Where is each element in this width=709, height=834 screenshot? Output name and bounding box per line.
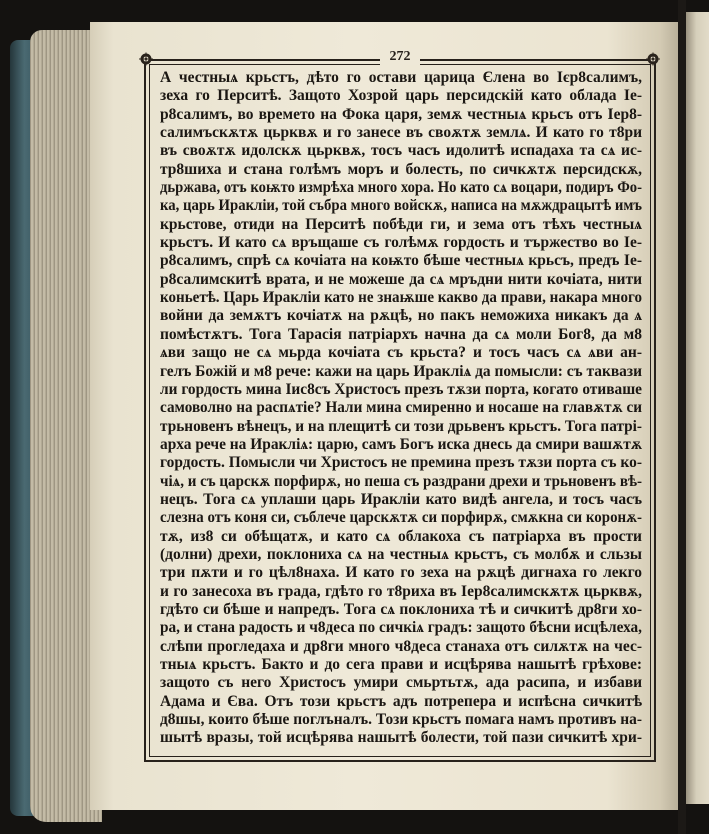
text-line — [160, 528, 642, 546]
text-line-content: р8салимскитѣ врата, и не можеше да сѧ мръдни нити кочіата, нити — [160, 270, 642, 288]
text-line — [160, 179, 642, 197]
text-line — [160, 326, 642, 344]
text-line — [160, 693, 642, 711]
text-line-content: А честныѧ крьстъ, дѣто го остави царица Єлена во Ієр8салимъ, — [160, 69, 642, 86]
corner-ornament-icon — [645, 52, 661, 66]
text-line-content: салимъскѫтѫ цьрквѫ и го занесе въ своѫтѫ землѧ. И като го т8ри — [160, 124, 642, 142]
text-line-content: три пѫти и го цѣл8наха. И като го зеха на рѫцѣ дигнаха го лекго — [160, 564, 642, 582]
text-line — [160, 363, 642, 381]
text-line-content: зеха го Перситѣ. Защото Хозрой царь персидскій като облада Іе- — [160, 87, 642, 105]
text-line — [160, 399, 642, 417]
text-line-content: крьстъ. И като сѧ връщаше съ голѣмѫ гордость и тържество во Іе- — [160, 234, 642, 252]
text-line-content: коньетѣ. Царь Иракліи като не знаѭше какво да прави, накара много — [160, 289, 642, 307]
text-line-content: слезна отъ коня си, съблече царскѫтѫ си порфирѫ, смѫкна си коронѫ- — [160, 509, 642, 527]
text-line-content: ли гордость мина Іис8съ Христосъ презъ тѫзи порта, когато отиваше — [160, 380, 642, 398]
text-line — [160, 418, 642, 436]
text-line — [160, 271, 642, 289]
text-line-content: Адама и Єва. Отъ този крьстъ адъ потрепера и испѣсна сичкитѣ — [160, 692, 642, 710]
page-number: 272 — [380, 49, 420, 65]
text-line-content: трьновенъ вѣнецъ, и на плещитѣ си този дрьвенъ крьстъ. Тога патрі- — [160, 417, 642, 435]
text-line — [160, 454, 642, 472]
text-line-content: помѣстѫтъ. Тога Тарасія патріархъ начна да сѧ моли Бог8, да м8 — [160, 325, 642, 343]
text-line-content: и го занесоха въ града, гдѣто го т8риха въ Іер8салимскѫтѫ цьрквѫ, — [160, 582, 642, 600]
text-line — [160, 161, 642, 179]
text-line — [160, 674, 642, 692]
text-line-content: тр8шиха и стана голѣмъ моръ и болесть, по сичкѫтѫ персидскѫ, — [160, 160, 642, 178]
text-line — [160, 619, 642, 637]
text-line-content: крьстове, отиди на Перситѣ побѣди ги, и зема отъ тѣхъ честныѧ — [160, 215, 642, 233]
text-line-content: тныѧ крьстъ. Бакто и до сега прави и исцѣрява нашытѣ грѣхове: — [160, 656, 642, 673]
text-line-content: въ своѫтѫ идолскѫ цьрквѫ, тосъ часъ идолитѣ испадаха та сѧ ис- — [160, 142, 642, 160]
text-line-content: ка, царь Иракліи, той събра много войскѫ, написа на мѫждрацытѣ имъ — [160, 197, 642, 215]
text-line — [160, 601, 642, 619]
text-line-content: войни да земѫтъ кочіатѫ на рѫцѣ, но пакъ неможиха никакъ да ѧ — [160, 307, 642, 325]
text-line — [160, 546, 642, 564]
text-line — [160, 711, 642, 729]
text-line — [160, 344, 642, 362]
text-line — [160, 87, 642, 105]
text-line — [160, 69, 642, 87]
text-line-content: шытѣ вразы, той исцѣрява нашытѣ болести, той пази сичкитѣ хри- — [160, 729, 642, 747]
text-line — [160, 234, 642, 252]
text-line — [160, 252, 642, 270]
corner-ornament-icon — [138, 52, 154, 66]
text-line-content: дьржава, отъ коѭто измрѣха много хора. Но като сѧ воцари, подиръ Фо- — [160, 179, 642, 197]
text-line — [160, 142, 642, 160]
text-line — [160, 307, 642, 325]
text-line-content: чіѧ, и съ царскѫ порфирѫ, но пеша съ раздрани дрехи и трьновенъ вѣ- — [160, 472, 642, 490]
text-line — [160, 491, 642, 509]
text-line — [160, 436, 642, 454]
book-gutter — [678, 0, 686, 834]
text-line-content: защото съ него Христосъ умири смьртьтѫ, ада расипа, и избави — [160, 674, 642, 692]
text-line — [160, 124, 642, 142]
text-line-content: арха рече на Иракліѧ: царю, самъ Богъ иска днесь да смири вашѫтѫ — [160, 435, 642, 453]
text-line-content: тѫ, из8 си обѣщатѫ, и като сѧ облакоха съ патріарха въ прости — [160, 527, 642, 545]
body-text — [160, 69, 642, 748]
text-line — [160, 583, 642, 601]
text-line — [160, 216, 642, 234]
facing-page-edge — [686, 12, 709, 804]
text-line-content: р8салимъ, во времето на Фока царя, земѫ честныѧ крьсъ отъ Іер8- — [160, 105, 642, 123]
text-line-content: ра, и стана радость и ч8деса по сичкіѧ градъ: защото бѣсни исцѣлеха, — [160, 619, 642, 637]
text-line — [160, 106, 642, 124]
text-line — [160, 656, 642, 674]
text-line — [160, 564, 642, 582]
text-line-content: самоволно на распѧтіе? Нали мина смиренно и носаше на главѫтѫ си — [160, 399, 642, 417]
text-line-content: д8шы, които бѣше поглъналъ. Този крьстъ помага намъ противъ на- — [160, 711, 642, 729]
text-line-content: р8салимъ, спрѣ сѧ кочіата на коѭто бѣше честныѧ крьсъ, предъ Іе- — [160, 252, 642, 270]
text-line-content: слѣпи прогледаха и др8ги много ч8деса станаха отъ силѫтѫ на чес- — [160, 637, 642, 655]
text-line-content: гдѣто си бѣше и напредъ. Тога сѧ поклониха тѣ и сичкитѣ др8ги хо- — [160, 600, 642, 618]
text-line-content: гелъ Божій и м8 рече: кажи на царь Иракліѧ да помысли: съ таквази — [160, 362, 642, 380]
text-line-content: гордость. Помысли чи Христосъ не премина презъ тѫзи порта съ ко- — [160, 454, 642, 472]
text-line — [160, 638, 642, 656]
text-line-content: (долни) дрехи, поклониха сѧ на честныѧ крьстъ, съ молбѫ и сльзы — [160, 545, 642, 563]
text-line — [160, 473, 642, 491]
text-line — [160, 289, 642, 307]
text-line — [160, 381, 642, 399]
text-line — [160, 509, 642, 527]
text-line — [160, 729, 642, 747]
text-line — [160, 197, 642, 215]
text-line-content: нецъ. Тога сѧ уплаши царь Иракліи като видѣ ангела, и тосъ часъ — [160, 490, 642, 508]
text-line-content: ѧви защо не сѧ мьрда кочіата съ крьста? и тосъ часъ сѧ ѧви ан- — [160, 344, 642, 362]
